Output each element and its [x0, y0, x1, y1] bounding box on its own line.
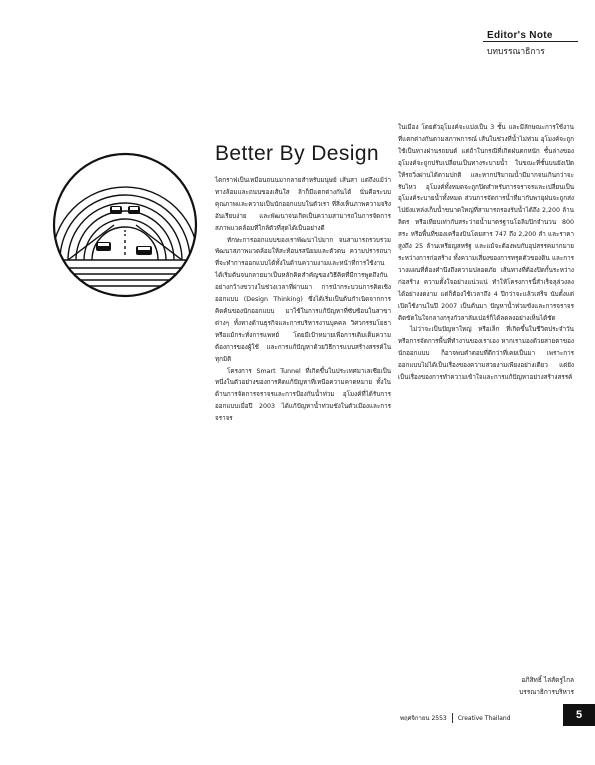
article-column-left — [215, 175, 391, 425]
footer-divider — [452, 713, 453, 723]
article-title: Better By Design — [215, 142, 379, 165]
tunnel-highway-icon — [50, 150, 200, 300]
section-subtitle: บทบรรณาธิการ — [487, 47, 545, 57]
page-number: 5 — [563, 704, 595, 726]
paragraph: ไม่ว่าจะเป็นปัญหาใหญ่ หรือเล็ก ที่เกิดขึ้นในชีวิตประจำวัน หรือการจัดการพื้นที่ทำงานของเราเอง หากเรามองด้วยสายตาของนักออกแบบ ก็อาจพบคำตอบที่ดีกว่าที่เคยเป็นมา เพราะการออกแบบไม่ได้เป็นเรื่องของความสวยงามเพียงอย่างเดียว แต่ยังเป็นเรื่องของการทำความเข้าใจและการแก้ปัญหาอย่างสร้างสรรค์ — [398, 326, 574, 382]
paragraph: ทักษะการออกแบบของเราพัฒนาไปมาก จนสามารถรวบรวมพัฒนาสภาพแวดล้อมให้สะท้อนรสนิยมและตัวตน ความปรารถนาที่จะทำการออกแบบได้ทั้งในด้านความงามและหน้าที่การใช้งาน ได้เริ่มต้นจนกลายมาเป็นหลักคิดสำคัญของวิธีคิดที่มีการพูดถึงกันอย่างกว้างขวางในช่วงเวลาที่ผ่านมา การนำกระบวนการคิดเชิงออกแบบ (Design Thinking) ซึ่งได้เริ่มเป็นต้นกำเนิดจากการคิดค้นของนักออกแบบ มาใช้ในการแก้ปัญหาที่ซับซ้อนในสาขาต่างๆ ทั้งทางด้านธุรกิจและการบริหารงานบุคคล วิศวกรรมโยธา หรือแม้กระทั่งการแพทย์ โดยมีเป้าหมายเพื่อการเติมเต็มความต้องการของผู้ใช้ และการแก้ปัญหาด้วยวิธีการแบบสร้างสรรค์ในทุกมิติ — [215, 236, 391, 363]
header-rule — [483, 41, 578, 42]
editor-name: อภิสิทธิ์ ไล่สัตรูไกล — [521, 676, 574, 684]
paragraph: โครงการ Smart Tunnel ที่เกิดขึ้นในประเทศมาเลเซียเป็นหนึ่งในตัวอย่างของการคิดแก้ปัญหาที่เหนือความคาดหมาย ทั้งในด้านการจัดการจราจรและการป้องกันน้ำท่วม อุโมงค์ที่ได้รับการออกแบบเมื่อปี 2003 ได้แก้ปัญหาน้ำท่วมขังในตัวเมืองและการจราจร — [215, 367, 391, 423]
paragraph: ไดกราฟเป็นเหมือนถนนมากลายสำหรับมนุษย์ เส้นสา แต่ถึงแม้ว่าทางล้อมและถนนของเส้นใส ล้าก็มีแตกต่างกันได้ นั่นคือระบบคุณภาพและความเป็นนักออกแบบในตัวเรา ที่สิ่งเห็นภาพความจริงอันเรียบง่าย และพัฒนาจนเกิดเป็นความสามารถในการจัดการสภาพแวดล้อมที่ใกล้ตัวที่สุดได้เป็นอย่างดี — [215, 177, 391, 232]
section-title: Editor's Note — [487, 30, 553, 41]
issue-date: พฤศจิกายน 2553 — [400, 715, 447, 722]
page-footer — [400, 713, 511, 723]
editor-role: บรรณาธิการบริหาร — [519, 688, 574, 696]
paragraph: ในเมือง โดยตัวอุโมงค์จะแบ่งเป็น 3 ชั้น และมีลักษณะการใช้งานที่แตกต่างกันตามสภาพการณ์ เส้นในช่วงที่น้ำไม่ท่วม อุโมงค์จะถูกใช้เป็นทางผ่านรถยนต์ แต่ถ้าในกรณีที่เกิดฝนตกหนัก ชั้นล่างของอุโมงค์จะถูกปรับเปลี่ยนเป็นทางระบายน้ำ ในขณะที่ชั้นบนยังเปิดให้รถวิ่งผ่านได้ตามปกติ และหากปริมาณน้ำมีมากจนเกินกว่าจะรับไหว อุโมงค์ทั้งหมดจะถูกปิดสำหรับการจราจรและเปลี่ยนเป็นอุโมงค์ระบายน้ำทั้งหมด ส่วนการจัดการน้ำที่มากับพายุฝนจะถูกส่งไปยังแหล่งเก็บน้ำขนาดใหญ่ที่สามารถรองรับน้ำได้ถึง 2,200 ล้านลิตร หรือเทียบเท่ากับสระว่ายน้ำมาตรฐานโอลิมปิกจำนวน 800 สระ หรือพื้นที่ของเครื่องบินโดยสาร 747 ถึง 2,200 ลำ และราคาสูงถึง 25 ล้านเหรียญสหรัฐ และแม้จะต้องพบกับอุปสรรคมากมายระหว่างการก่อสร้าง ทั้งความเสี่ยงของการทรุดตัวของดิน และการวางแผนที่ต้องคำนึงถึงความปลอดภัย เส้นทางที่ต้องปิดกั้นระหว่างก่อสร้าง ความตั้งใจอย่างแน่วแน่ ทำให้โครงการนี้สำเร็จลุล่วงลงได้อย่างงดงาม แต่ก็ต้องใช้เวลาถึง 4 ปีกว่าจะแล้วเสร็จ นับตั้งแต่เปิดใช้งานในปี 2007 เป็นต้นมา ปัญหาน้ำท่วมขังและการจราจรติดขัดในใจกลางกรุงกัวลาลัมเปอร์ก็ได้ลดลงอย่างเห็นได้ชัด — [398, 124, 574, 322]
section-header — [487, 30, 579, 58]
editor-signature — [398, 674, 574, 698]
article-column-right — [398, 122, 574, 384]
magazine-name: Creative Thailand — [457, 714, 511, 722]
